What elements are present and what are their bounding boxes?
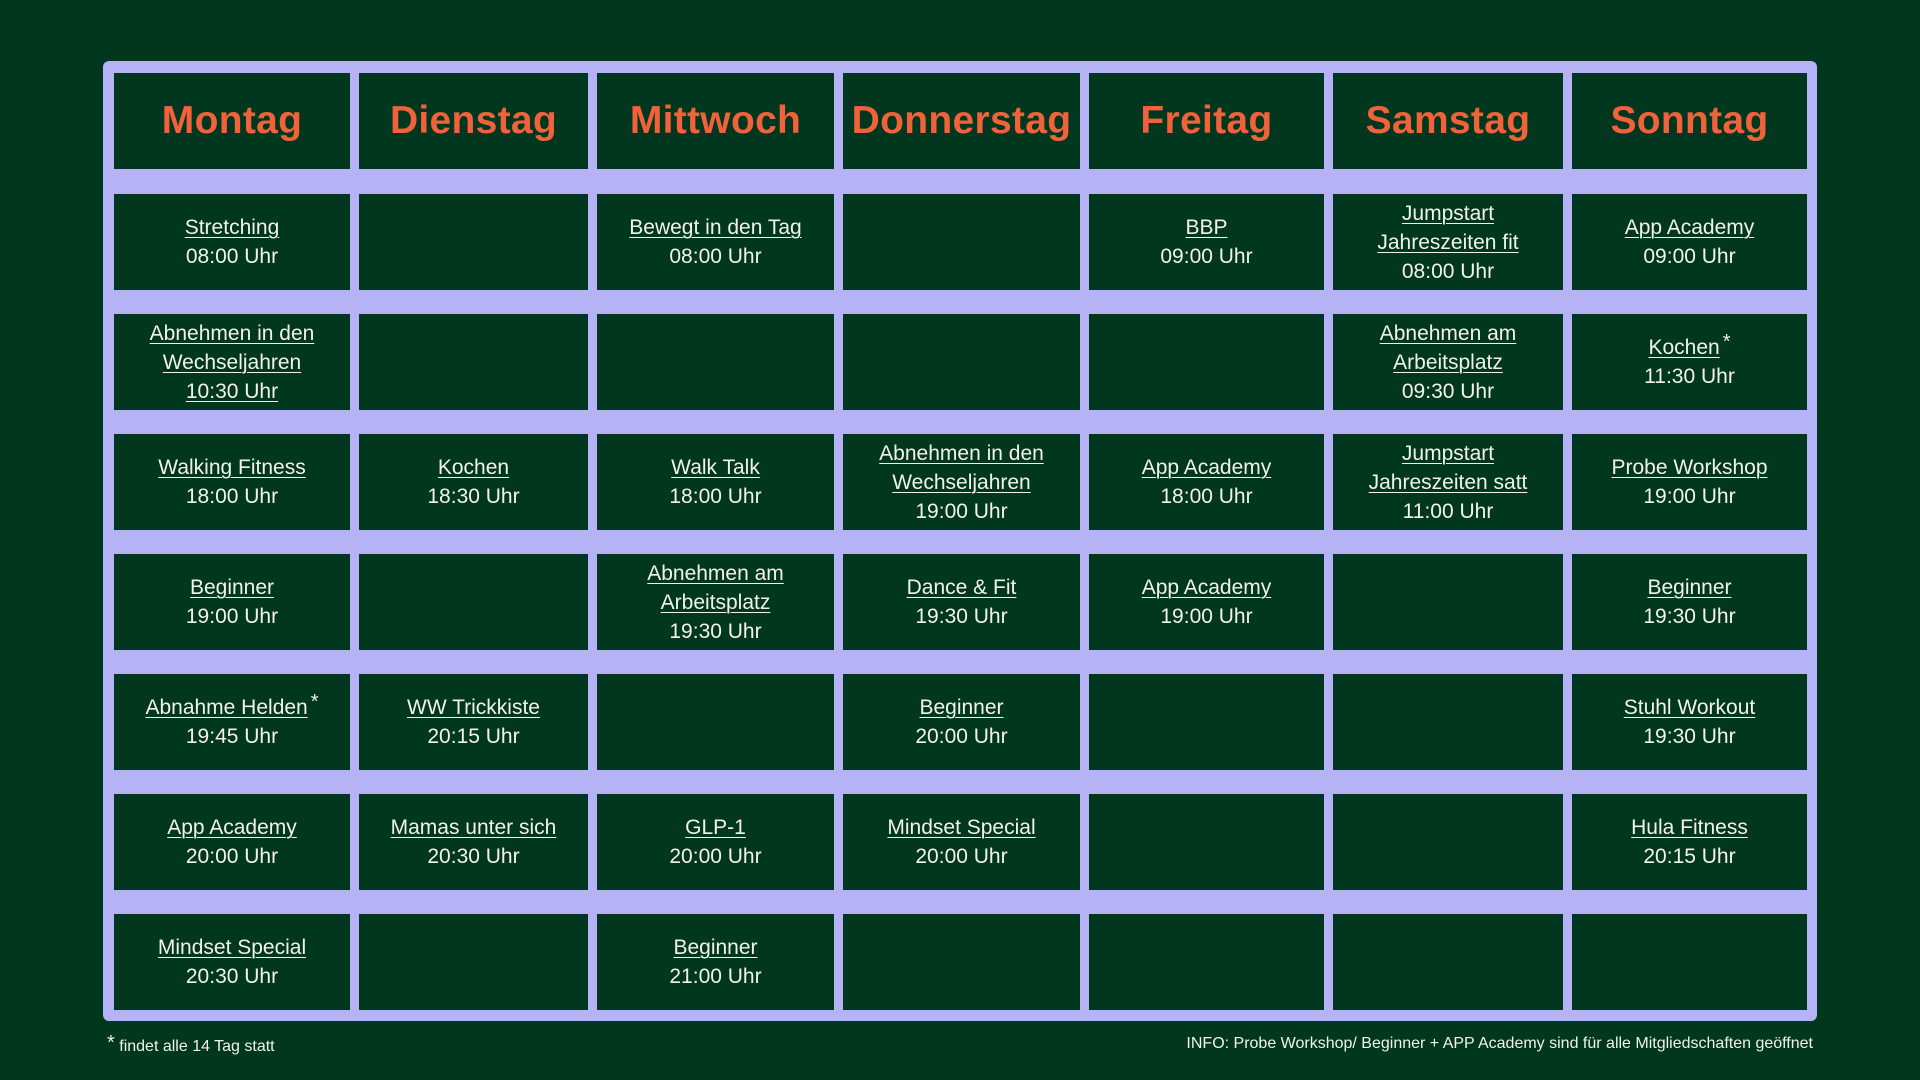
schedule-entry xyxy=(1089,434,1324,530)
schedule-empty-slot xyxy=(359,554,588,650)
course-time: 20:30 Uhr xyxy=(185,965,279,988)
course-time: 19:00 Uhr xyxy=(1160,605,1253,628)
course-link[interactable]: Mindset Special xyxy=(157,936,307,959)
course-time: 19:30 Uhr xyxy=(915,605,1008,628)
schedule-empty-slot xyxy=(597,674,834,770)
course-time: 21:00 Uhr xyxy=(669,965,762,988)
course-time: 20:15 Uhr xyxy=(427,725,520,748)
course-link[interactable]: BBP xyxy=(1185,216,1228,239)
schedule-empty-slot xyxy=(1333,674,1563,770)
course-link[interactable]: App Academy xyxy=(1141,576,1272,599)
course-link[interactable]: Abnehmen in den Wechseljahren xyxy=(149,321,315,374)
footnote xyxy=(107,1032,275,1056)
course-link[interactable]: Mamas unter sich xyxy=(390,816,557,839)
schedule-entry xyxy=(1572,194,1807,290)
day-header-montag xyxy=(114,73,350,169)
schedule-entry xyxy=(1572,314,1807,410)
day-heading: Samstag xyxy=(1365,99,1531,142)
day-header-sonntag xyxy=(1572,73,1807,169)
course-time: 09:00 Uhr xyxy=(1160,245,1253,268)
schedule-entry xyxy=(1572,434,1807,530)
day-heading: Dienstag xyxy=(389,99,558,142)
schedule-entry xyxy=(597,194,834,290)
course-link[interactable]: Kochen xyxy=(437,456,510,479)
schedule-entry xyxy=(1089,194,1324,290)
course-link[interactable]: Jumpstart Jahreszeiten fit xyxy=(1377,201,1519,254)
course-link[interactable]: Beginner xyxy=(189,576,275,599)
course-time: 19:00 Uhr xyxy=(185,605,279,628)
course-time: 09:30 Uhr xyxy=(1401,379,1495,403)
footnote-star: * xyxy=(107,1032,115,1054)
course-link[interactable]: Walking Fitness xyxy=(158,456,306,479)
course-link[interactable]: App Academy xyxy=(1624,216,1755,239)
schedule-entry xyxy=(1333,434,1563,530)
schedule-empty-slot xyxy=(1089,674,1324,770)
schedule-entry xyxy=(843,434,1080,530)
schedule-entry xyxy=(597,554,834,650)
course-link[interactable]: Beginner xyxy=(919,696,1004,719)
course-link[interactable]: App Academy xyxy=(1141,456,1272,479)
course-time: 20:30 Uhr xyxy=(427,845,520,868)
schedule-entry xyxy=(597,434,834,530)
course-link[interactable]: Beginner xyxy=(673,936,758,959)
course-link[interactable]: Jumpstart Jahreszeiten satt xyxy=(1368,441,1528,494)
course-link[interactable]: Kochen xyxy=(1648,336,1720,359)
biweekly-star: * xyxy=(310,690,319,713)
course-time: 08:00 Uhr xyxy=(1401,259,1495,283)
schedule-entry xyxy=(114,674,350,770)
course-link[interactable]: Abnahme Helden xyxy=(145,696,308,719)
schedule-entry xyxy=(1089,554,1324,650)
course-time: 19:30 Uhr xyxy=(1643,725,1736,748)
course-link[interactable]: Abnehmen in den Wechseljahren xyxy=(879,441,1044,494)
schedule-empty-slot xyxy=(843,314,1080,410)
schedule-entry xyxy=(114,554,350,650)
course-time: 19:30 Uhr xyxy=(669,619,762,643)
schedule-entry xyxy=(114,794,350,890)
course-time: 18:00 Uhr xyxy=(185,485,279,508)
schedule-empty-slot xyxy=(843,914,1080,1010)
course-time: 19:45 Uhr xyxy=(185,725,279,748)
schedule-empty-slot xyxy=(1089,794,1324,890)
course-time: 08:00 Uhr xyxy=(669,245,762,268)
day-header-mittwoch xyxy=(597,73,834,169)
course-time: 20:00 Uhr xyxy=(185,845,279,868)
footnote-text: findet alle 14 Tag statt xyxy=(119,1038,275,1055)
course-link[interactable]: Bewegt in den Tag xyxy=(629,216,802,239)
schedule-entry xyxy=(1333,194,1563,290)
course-link[interactable]: Mindset Special xyxy=(887,816,1036,839)
course-time: 18:30 Uhr xyxy=(427,485,520,508)
schedule-entry xyxy=(597,794,834,890)
schedule-entry xyxy=(359,674,588,770)
schedule-empty-slot xyxy=(1333,794,1563,890)
day-header-donnerstag xyxy=(843,73,1080,169)
schedule-entry xyxy=(597,914,834,1010)
schedule-entry xyxy=(114,434,350,530)
day-heading: Freitag xyxy=(1140,99,1273,142)
schedule-entry xyxy=(114,314,350,410)
biweekly-star: * xyxy=(1722,330,1731,353)
day-header-freitag xyxy=(1089,73,1324,169)
schedule-empty-slot xyxy=(1333,914,1563,1010)
schedule-empty-slot xyxy=(843,194,1080,290)
course-link[interactable]: Probe Workshop xyxy=(1611,456,1768,479)
schedule-entry xyxy=(843,794,1080,890)
course-link[interactable]: Hula Fitness xyxy=(1631,816,1748,839)
day-heading: Donnerstag xyxy=(851,99,1072,142)
schedule-entry xyxy=(359,794,588,890)
info-note: INFO: Probe Workshop/ Beginner + APP Academy sind für alle Mitgliedschaften geöffnet xyxy=(1186,1035,1813,1052)
course-time: 10:30 Uhr xyxy=(185,379,279,403)
course-time: 08:00 Uhr xyxy=(185,245,279,268)
course-time: 20:00 Uhr xyxy=(915,845,1008,868)
day-heading: Sonntag xyxy=(1610,99,1769,142)
schedule-empty-slot xyxy=(597,314,834,410)
schedule-entry xyxy=(359,434,588,530)
course-link[interactable]: Stretching xyxy=(184,216,280,239)
course-time: 19:00 Uhr xyxy=(1643,485,1736,508)
course-link[interactable]: Stuhl Workout xyxy=(1623,696,1756,719)
schedule-empty-slot xyxy=(359,914,588,1010)
course-time: 19:00 Uhr xyxy=(915,499,1008,523)
schedule-empty-slot xyxy=(1089,314,1324,410)
course-link[interactable]: GLP-1 xyxy=(685,816,746,839)
schedule-empty-slot xyxy=(359,314,588,410)
schedule-empty-slot xyxy=(359,194,588,290)
course-time: 18:00 Uhr xyxy=(669,485,762,508)
schedule-entry xyxy=(843,554,1080,650)
schedule-entry xyxy=(843,674,1080,770)
course-link[interactable]: App Academy xyxy=(167,816,297,839)
schedule-empty-slot xyxy=(1333,554,1563,650)
schedule-table xyxy=(103,61,1817,1021)
schedule-entry xyxy=(114,194,350,290)
schedule-empty-slot xyxy=(1089,914,1324,1010)
course-link[interactable]: Dance & Fit xyxy=(906,576,1017,599)
course-time: 11:30 Uhr xyxy=(1644,365,1735,388)
course-link[interactable]: Abnehmen am Arbeitsplatz xyxy=(1379,321,1517,374)
course-time: 19:30 Uhr xyxy=(1643,605,1736,628)
schedule-entry xyxy=(1572,674,1807,770)
day-header-samstag xyxy=(1333,73,1563,169)
day-header-dienstag xyxy=(359,73,588,169)
course-link[interactable]: Abnehmen am Arbeitsplatz xyxy=(647,561,784,614)
day-heading: Montag xyxy=(161,99,303,142)
schedule-entry xyxy=(114,914,350,1010)
schedule-entry xyxy=(1572,794,1807,890)
course-time: 09:00 Uhr xyxy=(1643,245,1736,268)
course-time: 11:00 Uhr xyxy=(1402,499,1494,523)
course-time: 18:00 Uhr xyxy=(1160,485,1253,508)
schedule-entry xyxy=(1333,314,1563,410)
day-heading: Mittwoch xyxy=(629,99,802,142)
course-time: 20:15 Uhr xyxy=(1643,845,1736,868)
course-time: 20:00 Uhr xyxy=(915,725,1008,748)
course-link[interactable]: WW Trickkiste xyxy=(407,696,540,719)
course-link[interactable]: Beginner xyxy=(1647,576,1732,599)
course-link[interactable]: Walk Talk xyxy=(671,456,760,479)
schedule-empty-slot xyxy=(1572,914,1807,1010)
schedule-entry xyxy=(1572,554,1807,650)
course-time: 20:00 Uhr xyxy=(669,845,762,868)
